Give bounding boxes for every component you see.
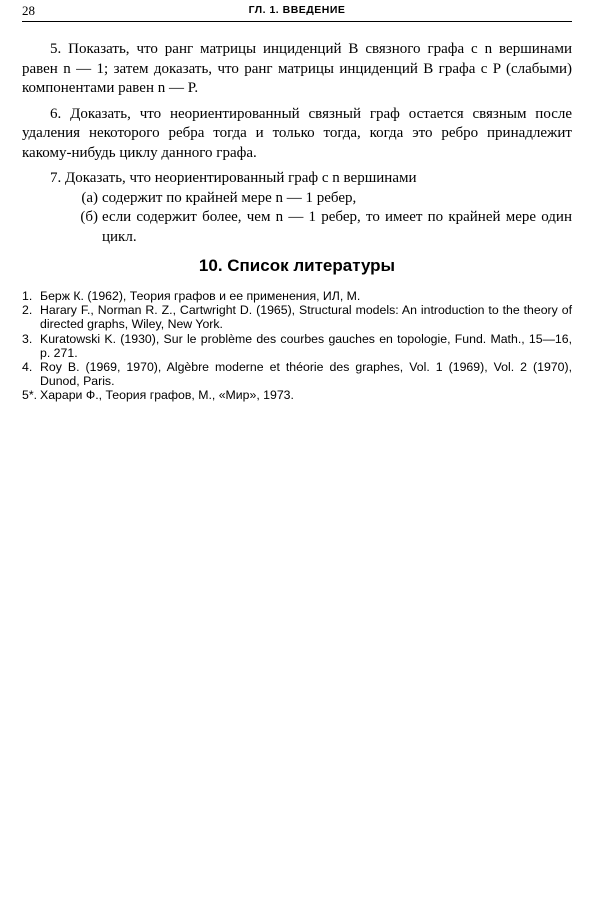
reference-number: 2. <box>22 303 33 318</box>
page-header <box>22 3 572 21</box>
item-a-marker: (а) <box>81 189 98 206</box>
reference-number: 5*. <box>22 388 38 403</box>
reference-text: Roy B. (1969, 1970), Algèbre moderne et théorie des graphes, Vol. 1 (1969), Vol. 2 (1970), Dunod, Paris. <box>40 360 572 389</box>
exercise-7-item-b <box>22 208 572 247</box>
running-title: ГЛ. 1. ВВЕДЕНИЕ <box>248 4 346 16</box>
reference-list <box>22 289 572 403</box>
exercise-7-intro: 7. Доказать, что неориентированный граф с n вершинами <box>50 170 417 186</box>
reference-text: Харари Ф., Теория графов, М., «Мир», 1973. <box>40 388 294 403</box>
reference-text: Kuratowski K. (1930), Sur le problème des courbes gauches en topologie, Fund. Math., 15—16, p. 271. <box>40 331 572 360</box>
reference-item <box>22 303 572 331</box>
exercises <box>22 40 572 247</box>
exercise-7-item-a <box>22 189 572 209</box>
page-number: 28 <box>22 3 35 18</box>
reference-text: Harary F., Norman R. Z., Cartwright D. (1965), Structural models: An introduction to the theory of directed graphs, Wiley, New York. <box>40 303 572 332</box>
item-a-text: содержит по крайней мере n — 1 ребер, <box>102 189 357 206</box>
reference-item <box>22 332 572 360</box>
exercise-5: 5. Показать, что ранг матрицы инциденций B связного графа с n вершинами равен n — 1; затем доказать, что ранг матрицы инциденций B графа с P (слабыми) компонентами равен n — P. <box>22 41 572 96</box>
reference-number: 1. <box>22 289 33 303</box>
reference-item <box>22 289 572 303</box>
item-b-marker: (б) <box>80 209 98 225</box>
header-rule <box>22 21 572 22</box>
reference-number: 4. <box>22 360 33 375</box>
reference-item <box>22 388 572 402</box>
exercise-7 <box>22 169 572 247</box>
exercise-6: 6. Доказать, что неориентированный связный граф остается связным после удаления некоторого ребра тогда и только тогда, когда это ребро принадлежит какому-нибудь циклу данного графа. <box>22 105 572 161</box>
section-title: 10. Список литературы <box>198 256 396 275</box>
reference-text: Берж К. (1962), Теория графов и ее применения, ИЛ, М. <box>40 289 361 303</box>
reference-number: 3. <box>22 331 33 346</box>
item-b-text: если содержит более, чем n — 1 ребер, то имеет по крайней мере один цикл. <box>102 209 572 245</box>
reference-item <box>22 360 572 388</box>
